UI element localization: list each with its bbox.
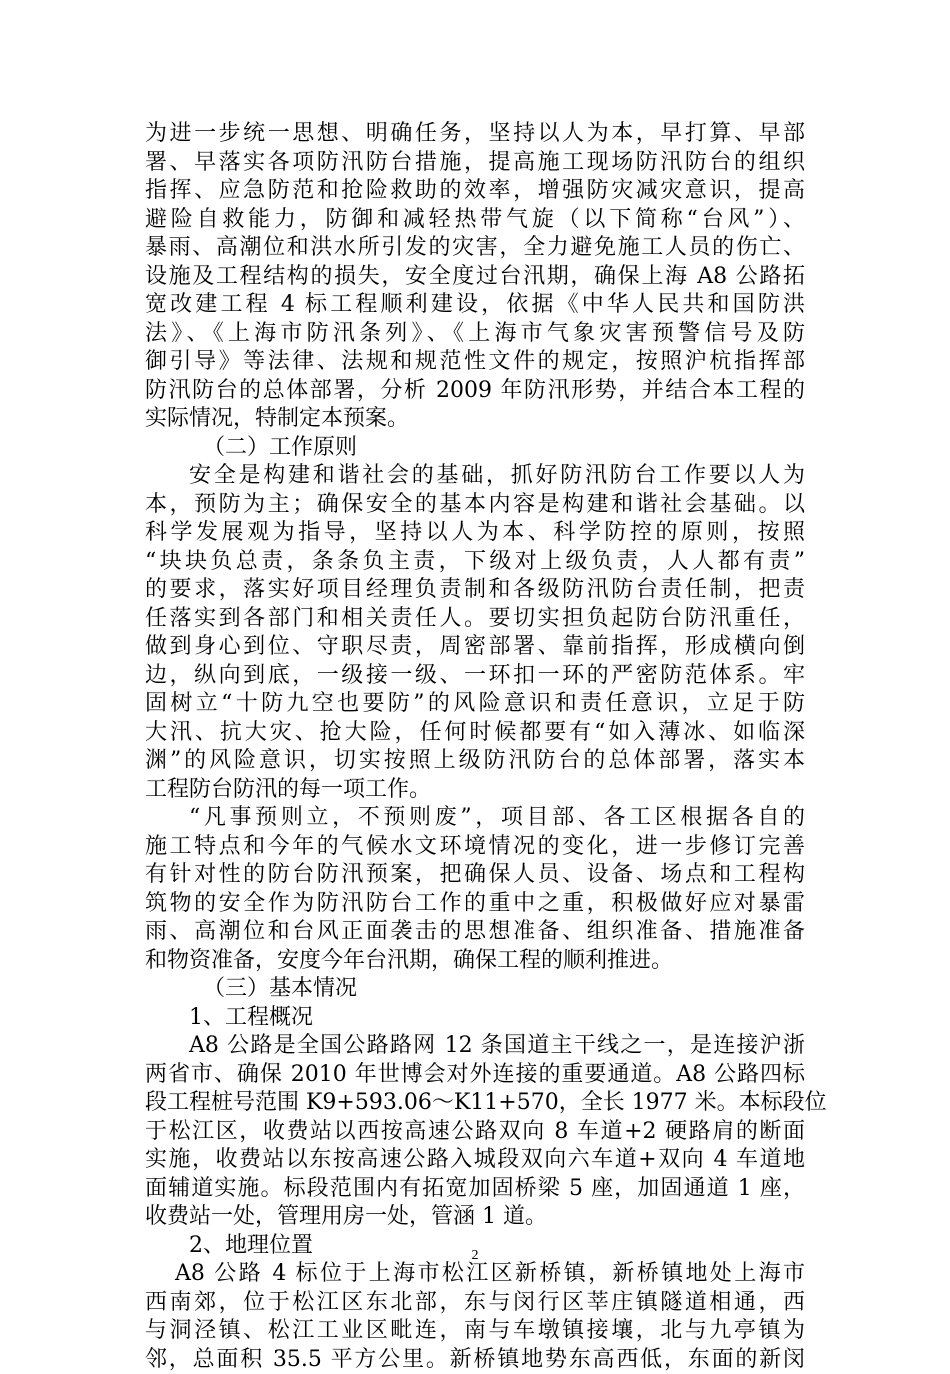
text-line: 固树立“十防九空也要防”的风险意识和责任意识，立足于防 [145, 690, 805, 719]
text-line: 和物资准备，安度今年台汛期，确保工程的顺利推进。 [145, 947, 805, 976]
text-line: 避险自救能力，防御和减轻热带气旋（以下简称“台风”）、 [145, 206, 805, 235]
text-line: 的要求，落实好项目经理负责制和各级防汛防台责任制，把责 [145, 576, 805, 605]
text-line: 段工程桩号范围 K9+593.06～K11+570，全长 1977 米。本标段位 [145, 1089, 805, 1118]
text-line: 署、早落实各项防汛防台措施，提高施工现场防汛防台的组织 [145, 149, 805, 178]
text-line: 于松江区，收费站以西按高速公路双向 8 车道+2 硬路肩的断面 [145, 1118, 805, 1147]
text-line: 安全是构建和谐社会的基础，抓好防汛防台工作要以人为 [145, 462, 805, 491]
text-line: 与洞泾镇、松江工业区毗连，南与车墩镇接壤，北与九亭镇为 [145, 1317, 805, 1346]
text-line: 暴雨、高潮位和洪水所引发的灾害，全力避免施工人员的伤亡、 [145, 234, 805, 263]
text-line: 施工特点和今年的气候水文环境情况的变化，进一步修订完善 [145, 833, 805, 862]
text-line: 宽改建工程 4 标工程顺利建设，依据《中华人民共和国防洪 [145, 291, 805, 320]
page-number: 2 [0, 1248, 950, 1264]
text-line: 法》、《上海市防汛条列》、《上海市气象灾害预警信号及防 [145, 320, 805, 349]
text-line: 边，纵向到底，一级接一级、一环扣一环的严密防范体系。牢 [145, 662, 805, 691]
text-line: “块块负总责，条条负主责，下级对上级负责，人人都有责” [145, 548, 805, 577]
text-line: 工程防台防汛的每一项工作。 [145, 776, 805, 805]
text-line: （三）基本情况 [145, 975, 805, 1004]
text-line: 1、工程概况 [145, 1004, 805, 1033]
text-line: 任落实到各部门和相关责任人。要切实担负起防台防汛重任， [145, 605, 805, 634]
text-line: A8 公路 4 标位于上海市松江区新桥镇，新桥镇地处上海市 [145, 1260, 805, 1289]
text-line: 为进一步统一思想、明确任务，坚持以人为本，早打算、早部 [145, 120, 805, 149]
text-line: 御引导》等法律、法规和规范性文件的规定，按照沪杭指挥部 [145, 348, 805, 377]
text-line: 两省市、确保 2010 年世博会对外连接的重要通道。A8 公路四标 [145, 1061, 805, 1090]
text-line: 雨、高潮位和台风正面袭击的思想准备、组织准备、措施准备 [145, 918, 805, 947]
text-line: 指挥、应急防范和抢险救助的效率，增强防灾减灾意识，提高 [145, 177, 805, 206]
text-line: 本，预防为主；确保安全的基本内容是构建和谐社会基础。以 [145, 491, 805, 520]
text-line: 面辅道实施。标段范围内有拓宽加固桥梁 5 座，加固通道 1 座， [145, 1175, 805, 1204]
text-line: 2、地理位置 [145, 1232, 805, 1261]
text-line: 实际情况，特制定本预案。 [145, 405, 805, 434]
text-line: 渊”的风险意识，切实按照上级防汛防台的总体部署，落实本 [145, 747, 805, 776]
text-line: 西南郊，位于松江区东北部，东与闵行区莘庄镇隧道相通，西 [145, 1289, 805, 1318]
text-line: 做到身心到位、守职尽责，周密部署、靠前指挥，形成横向倒 [145, 633, 805, 662]
text-line: 收费站一处，管理用房一处，管涵 1 道。 [145, 1203, 805, 1232]
text-line: 筑物的安全作为防汛防台工作的重中之重，积极做好应对暴雷 [145, 890, 805, 919]
text-line: 有针对性的防台防汛预案，把确保人员、设备、场点和工程构 [145, 861, 805, 890]
text-line: A8 公路是全国公路路网 12 条国道主干线之一，是连接沪浙 [145, 1032, 805, 1061]
text-line: 大汛、抗大灾、抢大险，任何时候都要有“如入薄冰、如临深 [145, 719, 805, 748]
text-line: （二）工作原则 [145, 434, 805, 463]
document-body [145, 120, 805, 1374]
text-line: 实施，收费站以东按高速公路入城段双向六车道+双向 4 车道地 [145, 1146, 805, 1175]
text-line: “凡事预则立，不预则废”，项目部、各工区根据各自的 [145, 804, 805, 833]
text-line: 防汛防台的总体部署，分析 2009 年防汛形势，并结合本工程的 [145, 377, 805, 406]
text-line: 科学发展观为指导，坚持以人为本、科学防控的原则，按照 [145, 519, 805, 548]
text-line: 邻，总面积 35.5 平方公里。新桥镇地势东高西低，东面的新闵 [145, 1346, 805, 1374]
text-line: 设施及工程结构的损失，安全度过台汛期，确保上海 A8 公路拓 [145, 263, 805, 292]
